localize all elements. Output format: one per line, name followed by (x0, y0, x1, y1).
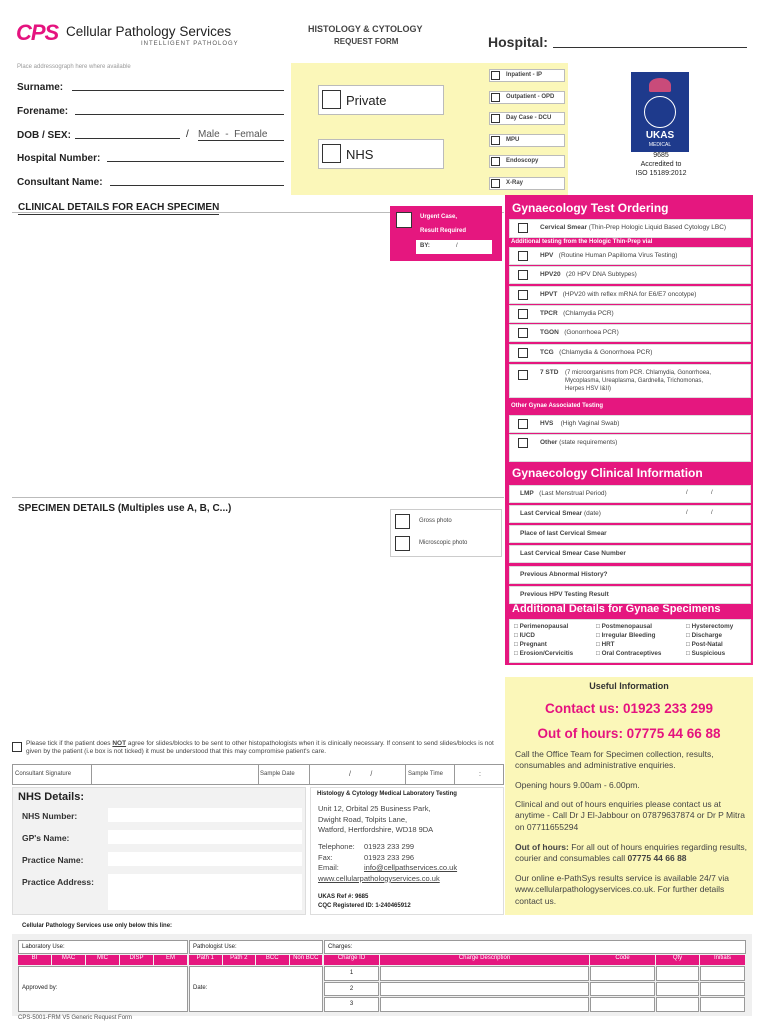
specimen-divider (12, 497, 504, 498)
approved-box[interactable] (18, 966, 188, 1012)
sample-date-input[interactable]: / / (349, 771, 373, 778)
location-label: Endoscopy (506, 158, 539, 164)
nhs-option[interactable] (318, 139, 444, 169)
last-smear-desc: (date) (583, 510, 601, 517)
gynae-detail-label: Discharge (691, 632, 723, 639)
other-code: Other (540, 439, 558, 446)
lab-address-1: Unit 12, Orbital 25 Business Park, (318, 804, 431, 813)
form-subtitle: REQUEST FORM (334, 37, 399, 46)
other-checkbox[interactable] (518, 438, 528, 448)
dob-input[interactable] (75, 129, 180, 139)
case-number-label: Last Cervical Smear Case Number (520, 550, 626, 557)
charge-cell[interactable] (590, 982, 655, 997)
std-code: 7 STD (540, 369, 559, 376)
gynae-detail-option[interactable]: □ Oral Contraceptives (596, 650, 662, 657)
charge-col-header: Initials (700, 955, 745, 965)
charge-col-header: Charge Description (380, 955, 589, 965)
smear-slash-2: / (711, 510, 713, 516)
location-checkbox[interactable] (491, 93, 500, 102)
urgent-checkbox[interactable] (396, 212, 412, 228)
gynae-detail-label: Hysterectomy (691, 623, 734, 630)
test-row[interactable] (509, 305, 751, 323)
consultant-name-input[interactable] (110, 176, 284, 186)
hospital-label: Hospital: (488, 34, 548, 50)
surname-label: Surname: (17, 82, 64, 93)
sig-divider-1 (91, 765, 92, 784)
test-desc: (Chlamydia PCR) (563, 309, 614, 317)
other-gynae-label: Other Gynae Associated Testing (511, 403, 604, 409)
charges-label: Charges: (328, 944, 353, 950)
nhs-checkbox[interactable] (322, 144, 341, 163)
other-desc: (state requirements) (559, 439, 618, 446)
test-desc: (Routine Human Papilloma Virus Testing) (558, 252, 678, 259)
charge-cell[interactable] (700, 982, 745, 997)
hvs-checkbox[interactable] (518, 419, 528, 429)
surname-input[interactable] (72, 81, 284, 91)
test-desc: (Gonorrhoea PCR) (564, 329, 619, 337)
lmp-slash-2: / (711, 490, 713, 496)
gross-photo-label: Gross photo (419, 518, 452, 524)
clinical-details-title: CLINICAL DETAILS FOR EACH SPECIMEN (18, 202, 220, 213)
gynae-detail-label: Perimenopausal (519, 623, 569, 630)
hvs-row[interactable] (509, 415, 751, 433)
hpv-result-row[interactable] (509, 586, 751, 604)
charge-cell[interactable] (656, 966, 699, 981)
location-checkbox[interactable] (491, 114, 500, 123)
charge-col-header: Qty (656, 955, 699, 965)
hvs-desc: (High Vaginal Swab) (560, 420, 620, 427)
path-col-header: BCC (256, 955, 289, 965)
urgent-box (390, 206, 502, 261)
lab-col-header: MAC (52, 955, 85, 965)
sample-time-input[interactable]: : (479, 771, 481, 778)
abnormal-row[interactable] (509, 566, 751, 584)
gynae-detail-option[interactable]: □ Erosion/Cervicitis (514, 650, 574, 657)
private-option[interactable] (318, 85, 444, 115)
cervical-desc: (Thin-Prep Hologic Liquid Based Cytology LBC) (588, 224, 727, 231)
lab-title: Histology & Cytology Medical Laboratory Testing (317, 791, 457, 797)
charge-col-header: Charge ID (324, 955, 379, 965)
gynae-detail-label: HRT (601, 641, 615, 648)
ukas-sub: MEDICAL (648, 142, 672, 148)
info-para-4 (515, 842, 751, 865)
path-use-label: Pathologist Use: (193, 944, 237, 950)
sig-divider-3 (309, 765, 310, 784)
private-checkbox[interactable] (322, 90, 341, 109)
lab-address-2: Dwight Road, Tolpits Lane, (318, 814, 408, 824)
info-para-2: Opening hours 9.00am - 6.00pm. (515, 780, 640, 790)
consent-not: NOT (112, 740, 127, 747)
test-row[interactable] (509, 247, 751, 265)
fax-label: Fax: (318, 852, 333, 862)
last-smear-label: Last Cervical Smear (520, 510, 583, 517)
gynae-detail-label: Oral Contraceptives (601, 650, 662, 657)
lab-use-only-label: Cellular Pathology Services use only below this line: (22, 923, 173, 929)
location-label: MPU (506, 136, 520, 143)
gynae-detail-option[interactable]: □ IUCD (514, 632, 535, 639)
signature-input[interactable] (93, 766, 257, 783)
gynae-detail-label: Erosion/Cervicitis (519, 650, 574, 657)
charge-cell[interactable] (656, 982, 699, 997)
signature-row (12, 764, 504, 785)
location-option[interactable] (489, 112, 565, 125)
consent-text-3: send slides/blocks is not given by the patient (i.e box is not ticked) it must be understood that this may compromise patient's care. (26, 740, 494, 756)
lab-use-label: Laboratory Use: (22, 944, 65, 950)
forename-label: Forename: (17, 106, 69, 117)
location-label: Outpatient - OPD (506, 93, 555, 100)
funding-panel (291, 63, 486, 195)
tagline: INTELLIGENT PATHOLOGY (141, 41, 239, 47)
hospital-number-input[interactable] (107, 152, 284, 162)
info-para-1: Call the Office Team for Specimen collection, results, consumables and administrative enquiries. (515, 749, 714, 771)
photo-box (390, 509, 502, 557)
consent-checkbox[interactable] (12, 742, 22, 752)
test-desc: (20 HPV DNA Subtypes) (566, 271, 637, 279)
gynae-detail-label: Irregular Bleeding (601, 632, 656, 639)
sig-divider-4 (405, 765, 406, 784)
hospital-number-label: Hospital Number: (17, 153, 101, 164)
lab-col-header: EM (154, 955, 187, 965)
location-label: Day Case - DCU (506, 115, 552, 121)
cervical-label (540, 224, 726, 231)
sex-select[interactable]: Male - Female (198, 129, 284, 141)
web-link[interactable]: www.cellularpathologyservices.co.uk (318, 873, 440, 883)
form-title: HISTOLOGY & CYTOLOGY (308, 24, 423, 34)
location-checkbox[interactable] (491, 71, 500, 80)
cervical-row[interactable] (509, 219, 751, 238)
lab-col-header: MIC (86, 955, 119, 965)
sig-divider-2 (258, 765, 259, 784)
sample-time-label: Sample Time (408, 771, 444, 777)
charge-cell[interactable]: 3 (324, 997, 379, 1012)
path-use-head (189, 940, 323, 954)
path-col-header: Path 1 (189, 955, 222, 965)
path-col-header: Path 2 (223, 955, 256, 965)
charge-cell[interactable]: 1 (324, 966, 379, 981)
case-number-row[interactable] (509, 545, 751, 563)
location-label: Inpatient - IP (506, 72, 542, 78)
ukas-number: 9685 (653, 152, 669, 159)
ukas-accredited: Accredited to (640, 161, 682, 168)
gynae-detail-option[interactable]: □ HRT (596, 641, 615, 648)
charge-cell[interactable] (700, 997, 745, 1012)
test-code: HPVT (540, 290, 558, 298)
gyn-title: Gynaecology Test Ordering (512, 201, 669, 215)
sample-date-label: Sample Date (260, 771, 295, 777)
gynae-detail-option[interactable]: □ Irregular Bleeding (596, 632, 656, 639)
email-label: Email: (318, 863, 339, 873)
dob-slash: / (186, 129, 189, 140)
lmp-row[interactable] (509, 485, 751, 503)
practice-address-input[interactable] (108, 874, 302, 910)
lmp-label: LMP (520, 490, 534, 497)
cervical-code: Cervical Smear (540, 224, 587, 231)
gynae-detail-option[interactable]: □ Hysterectomy (686, 623, 734, 630)
lab-address (318, 804, 433, 836)
charge-col-header: Code (590, 955, 655, 965)
gynae-detail-label: Pregnant (519, 641, 547, 648)
test-code: TCG (540, 348, 554, 356)
by-label: BY: (420, 243, 430, 249)
test-row[interactable] (509, 266, 751, 284)
gynae-detail-label: Post-Natal (691, 641, 723, 648)
last-smear-row[interactable] (509, 505, 751, 523)
location-checkbox[interactable] (491, 136, 500, 145)
location-checkbox[interactable] (491, 179, 500, 188)
ukas-ref: UKAS Ref #: 9685 (318, 894, 369, 900)
ooh-text: For all out of hours enquiries regarding results, courier and consumables call (515, 842, 747, 864)
std-desc (565, 369, 711, 393)
std-desc-3: Herpes HSV I&II) (565, 386, 612, 393)
test-checkbox[interactable] (518, 251, 528, 261)
consent-text-1: Please tick if the patient does (26, 740, 113, 747)
gynae-detail-option[interactable]: □ Suspicious (686, 650, 726, 657)
email-link[interactable]: info@cellpathservices.co.uk (364, 863, 458, 873)
test-code: HPV20 (540, 271, 561, 279)
charges-head (324, 940, 746, 954)
ukas-iso: ISO 15189:2012 (635, 170, 687, 177)
lab-use-head (18, 940, 188, 954)
charge-cell[interactable] (380, 982, 589, 997)
micro-photo-label: Microscopic photo (419, 540, 468, 546)
location-option[interactable] (489, 134, 565, 147)
date-box[interactable] (189, 966, 323, 1012)
location-option[interactable] (489, 177, 565, 190)
hpv-result-label: Previous HPV Testing Result (520, 591, 609, 598)
fax-value: 01923 233 296 (364, 852, 415, 862)
info-para-3: Clinical and out of hours enquiries please contact us at anytime - Call Dr J El-Jabbour on 07879637874 or Dr P Mitra on 07711655294 (515, 799, 745, 832)
std-desc-2: Mycoplasma, Ureaplasma, Gardnella, Trichomonas, (565, 378, 704, 385)
additional-testing-label: Additional testing from the Hologic Thin-Prep vial (511, 239, 653, 245)
contact-phone: Contact us: 01923 233 299 (544, 701, 714, 716)
ooh-label: Out of hours: (515, 842, 569, 852)
gynae-detail-option[interactable]: □ Discharge (686, 632, 723, 639)
ooh-number: 07775 44 66 88 (627, 853, 687, 864)
gynae-detail-option[interactable]: □ Post-Natal (686, 641, 723, 648)
crown-icon (649, 78, 671, 92)
tel-label: Telephone: (318, 842, 355, 851)
gynae-detail-option[interactable]: □ Perimenopausal (514, 623, 569, 630)
abnormal-label: Previous Abnormal History? (520, 571, 608, 578)
gynae-detail-label: IUCD (519, 632, 535, 639)
info-title: Useful Information (589, 681, 669, 691)
signature-label: Consultant Signature (15, 771, 72, 777)
test-checkbox[interactable] (518, 290, 528, 300)
test-checkbox[interactable] (518, 309, 528, 319)
gynae-detail-label: Suspicious (691, 650, 726, 657)
private-label: Private (346, 93, 387, 108)
nhs-details-title: NHS Details: (18, 791, 85, 803)
micro-photo-checkbox[interactable] (395, 536, 410, 551)
form-footer: CPS-5001-FRM V5 Generic Request Form (18, 1015, 133, 1021)
specimen-title: SPECIMEN DETAILS (Multiples use A, B, C...) (18, 503, 232, 514)
charge-cell[interactable] (700, 966, 745, 981)
lab-col-header: BI (18, 955, 51, 965)
ukas-logo (631, 72, 689, 152)
ukas-name: UKAS (645, 130, 675, 141)
charge-cell[interactable] (590, 997, 655, 1012)
practice-name-label: Practice Name: (22, 855, 84, 865)
by-slash: / (456, 243, 458, 249)
hvs-code: HVS (540, 420, 554, 427)
place-row[interactable] (509, 525, 751, 543)
charge-cell[interactable] (380, 966, 589, 981)
lab-contacts (318, 842, 502, 885)
test-checkbox[interactable] (518, 270, 528, 280)
test-desc: (HPV20 with reflex mRNA for E6/E7 oncotype) (562, 290, 697, 298)
tel-value: 01923 233 299 (364, 842, 415, 851)
out-of-hours-phone: Out of hours: 07775 44 66 88 (537, 726, 721, 741)
test-code: TGON (540, 329, 559, 337)
location-checkbox[interactable] (491, 157, 500, 166)
date-label: Date: (193, 985, 208, 991)
consultant-name-label: Consultant Name: (17, 177, 103, 188)
gci-title: Gynaecology Clinical Information (512, 466, 703, 480)
test-row[interactable] (509, 324, 751, 342)
test-row[interactable] (509, 286, 751, 304)
charge-cell[interactable] (380, 997, 589, 1012)
nhs-number-input[interactable] (108, 808, 302, 822)
charge-cell[interactable]: 2 (324, 982, 379, 997)
forename-input[interactable] (75, 105, 284, 115)
location-option[interactable] (489, 69, 565, 82)
charge-cell[interactable] (656, 997, 699, 1012)
gynae-detail-label: Postmenopausal (601, 623, 652, 630)
std-checkbox[interactable] (518, 370, 528, 380)
hospital-input[interactable] (553, 37, 747, 48)
cqc-id: CQC Registered ID: 1-240465912 (318, 903, 411, 909)
lab-address-3: Watford, Hertfordshire, WD18 9DA (318, 825, 434, 835)
test-checkbox[interactable] (518, 328, 528, 338)
location-panel (486, 63, 568, 195)
info-para-5: Our online e-PathSys results service is available 24/7 via www.cellularpathologyservices.co.uk. For further details contact us. (515, 873, 730, 906)
result-required-label: Result Required (420, 228, 467, 234)
test-row[interactable] (509, 344, 751, 362)
lmp-desc: (Last Menstrual Period) (539, 490, 607, 497)
test-checkbox[interactable] (518, 348, 528, 358)
ukas-tick-icon (644, 96, 676, 128)
gp-name-input[interactable] (108, 830, 302, 844)
std-desc-1: (7 microorganisms from PCR. Chlamydia, Gonorrhoea, (565, 370, 712, 376)
practice-name-input[interactable] (108, 852, 302, 866)
location-option[interactable] (489, 91, 565, 104)
consent-text (26, 740, 502, 757)
nhs-number-label: NHS Number: (22, 811, 78, 821)
other-row[interactable] (509, 434, 751, 462)
gross-photo-checkbox[interactable] (395, 514, 410, 529)
std-row[interactable] (509, 364, 751, 398)
gp-name-label: GP's Name: (22, 833, 70, 843)
approved-label: Approved by: (22, 985, 58, 991)
test-desc: (Chlamydia & Gonorrhoea PCR) (559, 348, 653, 356)
gynae-details-title: Additional Details for Gynae Specimens (512, 603, 721, 615)
brand-name: Cellular Pathology Services (66, 24, 232, 39)
lmp-slash-1: / (686, 490, 688, 496)
location-label: X-Ray (506, 179, 524, 186)
urgent-label: Urgent Case, (420, 214, 458, 220)
dob-sex-label: DOB / SEX: (17, 130, 71, 141)
smear-slash-1: / (686, 510, 688, 516)
gynae-detail-option[interactable]: □ Postmenopausal (596, 623, 652, 630)
path-col-header: Non BCC (290, 955, 323, 965)
place-label: Place of last Cervical Smear (520, 530, 607, 537)
cervical-checkbox[interactable] (518, 223, 528, 233)
practice-address-label: Practice Address: (22, 877, 94, 887)
gynae-detail-option[interactable]: □ Pregnant (514, 641, 547, 648)
addressograph-hint: Place addressograph here where available (17, 64, 131, 70)
consent-text-2: agree for slides/blocks to be sent to other histopathologists when it is clinically necessary. If consent to (126, 740, 422, 747)
sig-divider-5 (454, 765, 455, 784)
nhs-label: NHS (346, 147, 374, 162)
charge-cell[interactable] (590, 966, 655, 981)
result-by-input[interactable] (416, 240, 492, 254)
lab-col-header: DISP (120, 955, 153, 965)
test-code: TPCR (540, 309, 558, 317)
test-code: HPV (540, 252, 554, 259)
logo-mark: CPS (16, 20, 59, 45)
location-option[interactable] (489, 155, 565, 168)
